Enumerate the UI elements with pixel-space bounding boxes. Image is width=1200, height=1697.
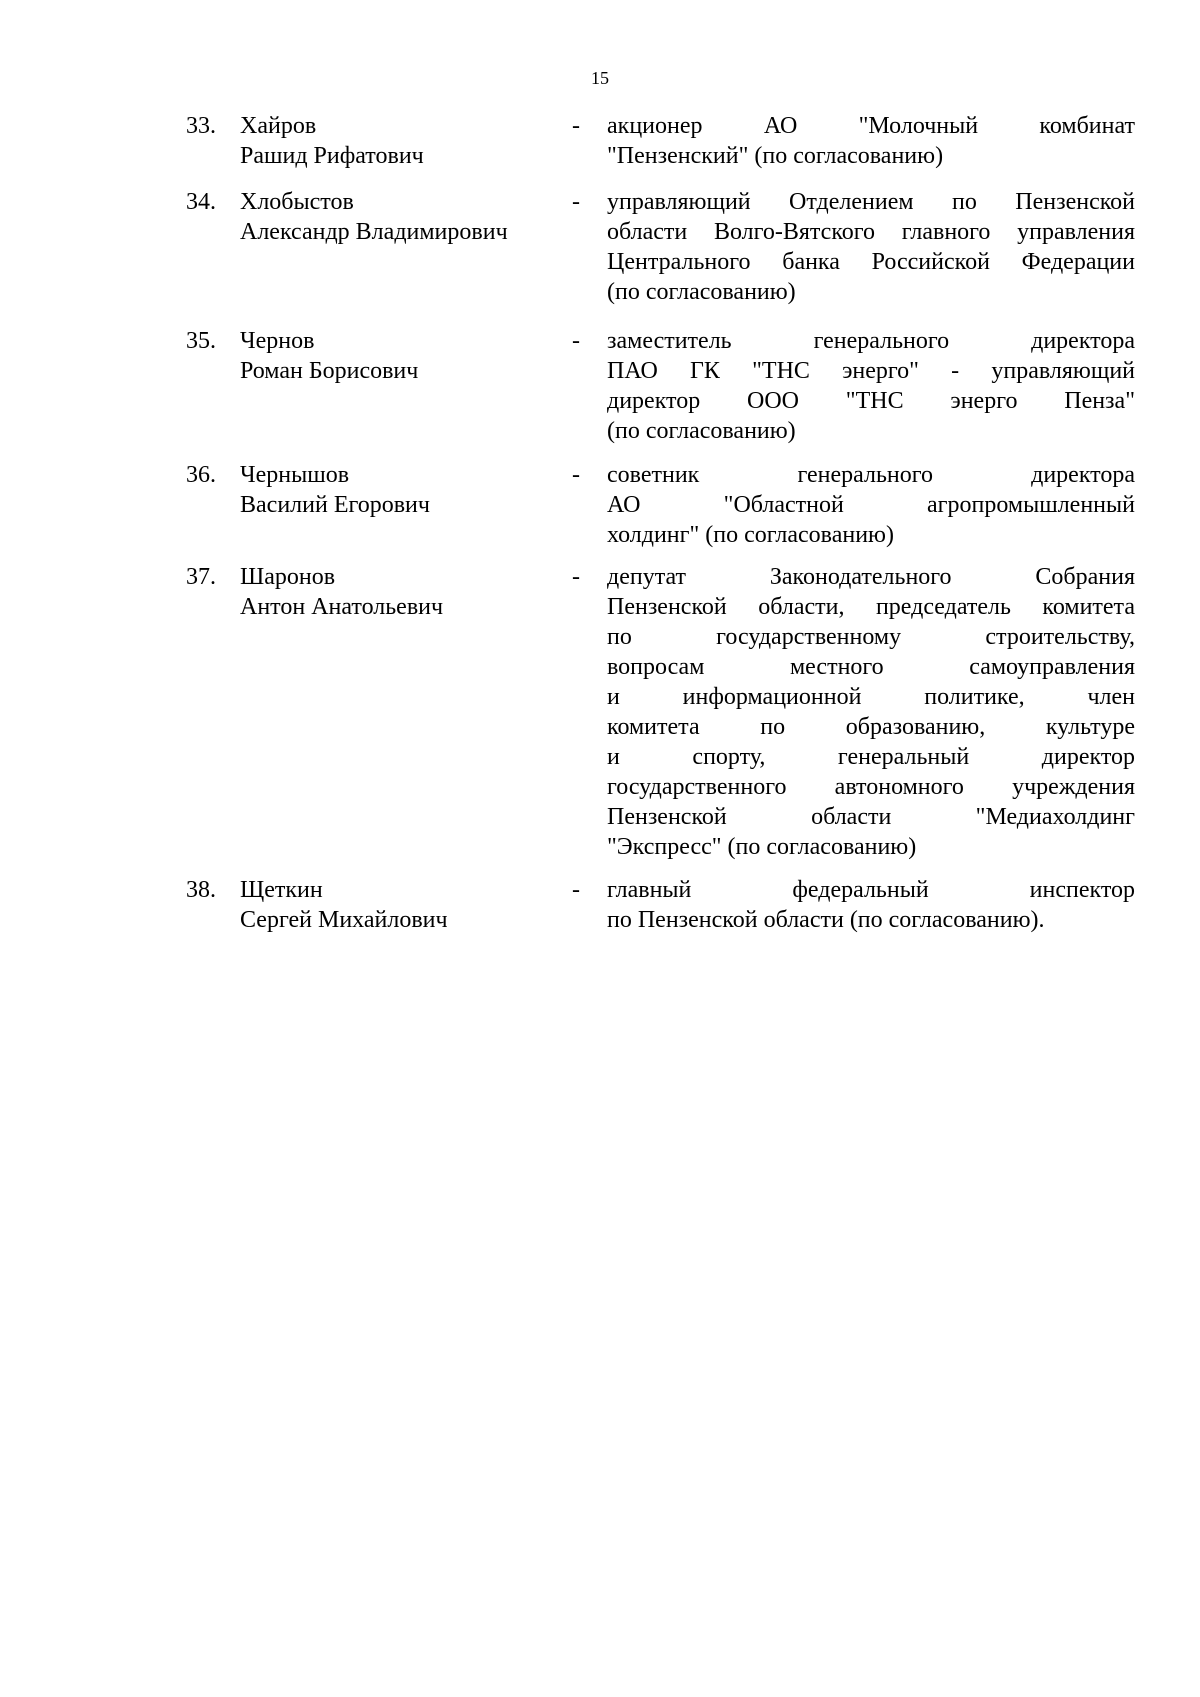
member-position xyxy=(607,326,1135,446)
separator-dash: - xyxy=(572,328,580,354)
member-position xyxy=(607,562,1135,862)
separator-dash: - xyxy=(572,462,580,488)
member-given-names: Василий Егорович xyxy=(240,492,430,518)
member-name xyxy=(240,460,570,520)
separator-dash: - xyxy=(572,113,580,139)
member-position xyxy=(607,187,1135,307)
member-surname: Чернов xyxy=(240,328,315,354)
member-name xyxy=(240,562,570,622)
entry-number: 33. xyxy=(186,113,216,139)
position-line: области Волго-Вятского главного управления xyxy=(607,219,1135,245)
position-line: по государственному строительству, xyxy=(607,624,1135,650)
member-position xyxy=(607,460,1135,550)
position-line: вопросам местного самоуправления xyxy=(607,654,1135,680)
position-line: комитета по образованию, культуре xyxy=(607,714,1135,740)
separator-dash: - xyxy=(572,189,580,215)
position-line: заместитель генерального директора xyxy=(607,328,1135,354)
member-surname: Хайров xyxy=(240,113,317,139)
member-name xyxy=(240,326,570,386)
position-line: "Пензенский" (по согласованию) xyxy=(607,143,944,169)
member-given-names: Антон Анатольевич xyxy=(240,594,444,620)
member-surname: Шаронов xyxy=(240,564,336,590)
separator-dash: - xyxy=(572,564,580,590)
position-line: государственного автономного учреждения xyxy=(607,774,1135,800)
position-line: депутат Законодательного Собрания xyxy=(607,564,1135,590)
position-line: Пензенской области "Медиахолдинг xyxy=(607,804,1135,830)
entry-number: 35. xyxy=(186,328,216,354)
position-line: и спорту, генеральный директор xyxy=(607,744,1135,770)
member-given-names: Сергей Михайлович xyxy=(240,907,448,933)
separator-dash: - xyxy=(572,877,580,903)
entry-number: 34. xyxy=(186,189,216,215)
position-line: управляющий Отделением по Пензенской xyxy=(607,189,1135,215)
position-line: АО "Областной агропромышленный xyxy=(607,492,1135,518)
position-line: директор ООО "ТНС энерго Пенза" xyxy=(607,388,1135,414)
member-given-names: Роман Борисович xyxy=(240,358,419,384)
member-surname: Хлобыстов xyxy=(240,189,354,215)
position-line: главный федеральный инспектор xyxy=(607,877,1135,903)
position-line: "Экспресс" (по согласованию) xyxy=(607,834,917,860)
member-surname: Чернышов xyxy=(240,462,350,488)
member-name xyxy=(240,187,570,247)
member-position xyxy=(607,875,1135,935)
member-given-names: Александр Владимирович xyxy=(240,219,508,245)
position-line: акционер АО "Молочный комбинат xyxy=(607,113,1135,139)
position-line: Центрального банка Российской Федерации xyxy=(607,249,1135,275)
member-name xyxy=(240,875,570,935)
position-line: и информационной политике, член xyxy=(607,684,1135,710)
position-line: ПАО ГК "ТНС энерго" - управляющий xyxy=(607,358,1135,384)
member-name xyxy=(240,111,570,171)
member-surname: Щеткин xyxy=(240,877,323,903)
position-line: (по согласованию) xyxy=(607,279,796,305)
position-line: по Пензенской области (по согласованию). xyxy=(607,907,1045,933)
position-line: холдинг" (по согласованию) xyxy=(607,522,894,548)
entry-number: 38. xyxy=(186,877,216,903)
position-line: Пензенской области, председатель комитета xyxy=(607,594,1135,620)
position-line: советник генерального директора xyxy=(607,462,1135,488)
entry-number: 37. xyxy=(186,564,216,590)
position-line: (по согласованию) xyxy=(607,418,796,444)
entry-number: 36. xyxy=(186,462,216,488)
page-number: 15 xyxy=(591,68,609,88)
member-given-names: Рашид Рифатович xyxy=(240,143,424,169)
member-position xyxy=(607,111,1135,171)
